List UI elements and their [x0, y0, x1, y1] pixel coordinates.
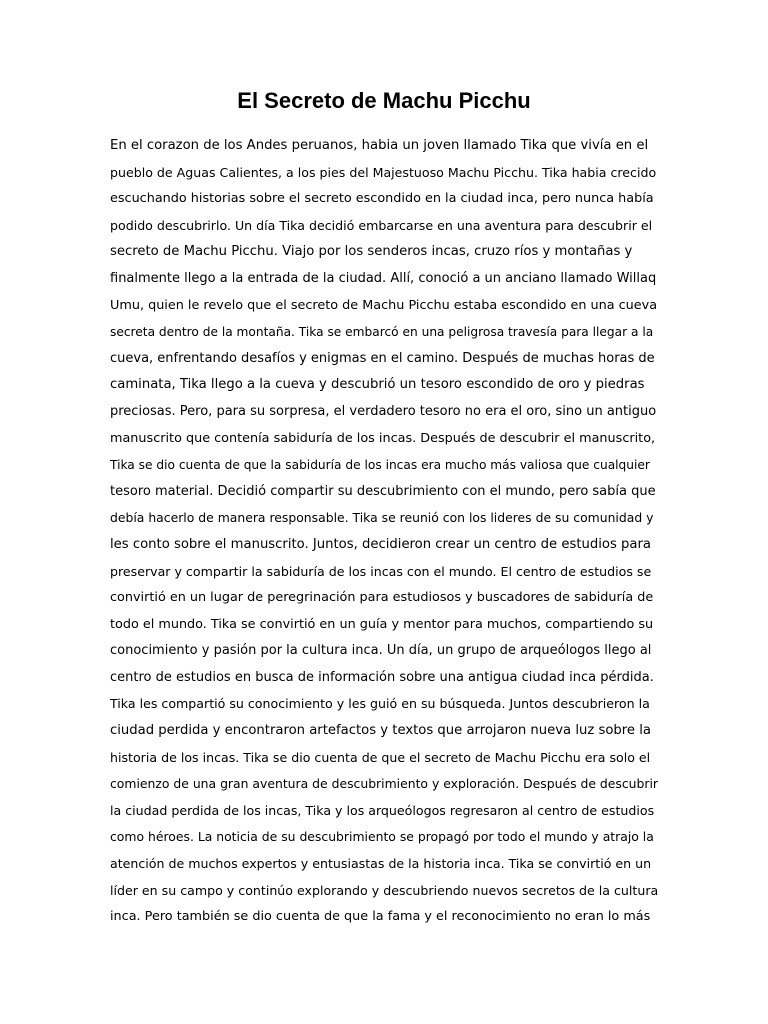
body-line: caminata, Tika llego a la cueva y descubrió un tesoro escondido de oro y piedras: [110, 377, 645, 393]
body-line: centro de estudios en busca de información sobre una antigua ciudad inca pérdida.: [110, 669, 654, 685]
body-line: inca. Pero también se dio cuenta de que la fama y el reconocimiento no eran lo más: [110, 909, 651, 925]
body-line: como héroes. La noticia de su descubrimiento se propagó por todo el mundo y atrajo la: [110, 829, 654, 845]
body-line: tesoro material. Decidió compartir su descubrimiento con el mundo, pero sabía que: [110, 483, 656, 499]
body-line: finalmente llego a la entrada de la ciudad. Allí, conoció a un anciano llamado Willaq: [110, 270, 657, 286]
body-line: podido descubrirlo. Un día Tika decidió embarcarse en una aventura para descubrir el: [110, 217, 653, 233]
body-line: debía hacerlo de manera responsable. Tika se reunió con los lideres de su comunidad y: [110, 510, 654, 526]
body-line: cueva, enfrentando desafíos y enigmas en el camino. Después de muchas horas de: [110, 350, 655, 366]
body-line: comienzo de una gran aventura de descubrimiento y exploración. Después de descubrir: [110, 776, 658, 792]
body-line: escuchando historias sobre el secreto escondido en la ciudad inca, pero nunca había: [110, 191, 654, 207]
body-line: ciudad perdida y encontraron artefactos y textos que arrojaron nueva luz sobre la: [110, 723, 651, 739]
body-line: Umu, quien le revelo que el secreto de Machu Picchu estaba escondido en una cueva: [110, 297, 658, 313]
body-line: convirtió en un lugar de peregrinación para estudiosos y buscadores de sabiduría de: [110, 590, 654, 606]
body-line: pueblo de Aguas Calientes, a los pies del Majestuoso Machu Picchu. Tika habia crecido: [110, 164, 657, 180]
body-line: les conto sobre el manuscrito. Juntos, decidieron crear un centro de estudios para: [110, 536, 651, 552]
document-body: [110, 133, 658, 931]
body-line: En el corazon de los Andes peruanos, habia un joven llamado Tika que vivía en el: [110, 138, 649, 153]
body-line: conocimiento y pasión por la cultura inca. Un día, un grupo de arqueólogos llego al: [110, 643, 652, 659]
body-line: Tika se dio cuenta de que la sabiduría de los incas era mucho más valiosa que cualquier: [110, 458, 650, 473]
body-line: preservar y compartir la sabiduría de los incas con el mundo. El centro de estudios se: [110, 563, 652, 579]
body-line: preciosas. Pero, para su sorpresa, el verdadero tesoro no era el oro, sino un antiguo: [110, 403, 657, 419]
body-line: atención de muchos expertos y entusiastas de la historia inca. Tika se convirtió en un: [110, 856, 652, 872]
body-line: manuscrito que contenía sabiduría de los incas. Después de descubrir el manuscrito,: [110, 430, 656, 446]
body-line: la ciudad perdida de los incas, Tika y los arqueólogos regresaron al centro de estudios: [110, 802, 655, 818]
body-line: Tika les compartió su conocimiento y les guió en su búsqueda. Juntos descubrieron la: [110, 696, 650, 712]
body-line: historia de los incas. Tika se dio cuenta de que el secreto de Machu Picchu era solo el: [110, 749, 651, 765]
body-line: líder en su campo y continúo explorando y descubriendo nuevos secretos de la cultura: [110, 882, 658, 898]
document-title: El Secreto de Machu Picchu: [237, 88, 531, 113]
body-line: todo el mundo. Tika se convirtió en un guía y mentor para muchos, compartiendo su: [110, 616, 654, 632]
body-line: secreto de Machu Picchu. Viajo por los senderos incas, cruzo ríos y montañas y: [110, 244, 633, 260]
body-line: secreta dentro de la montaña. Tika se embarcó en una peligrosa travesía para llegar a la: [110, 325, 654, 340]
